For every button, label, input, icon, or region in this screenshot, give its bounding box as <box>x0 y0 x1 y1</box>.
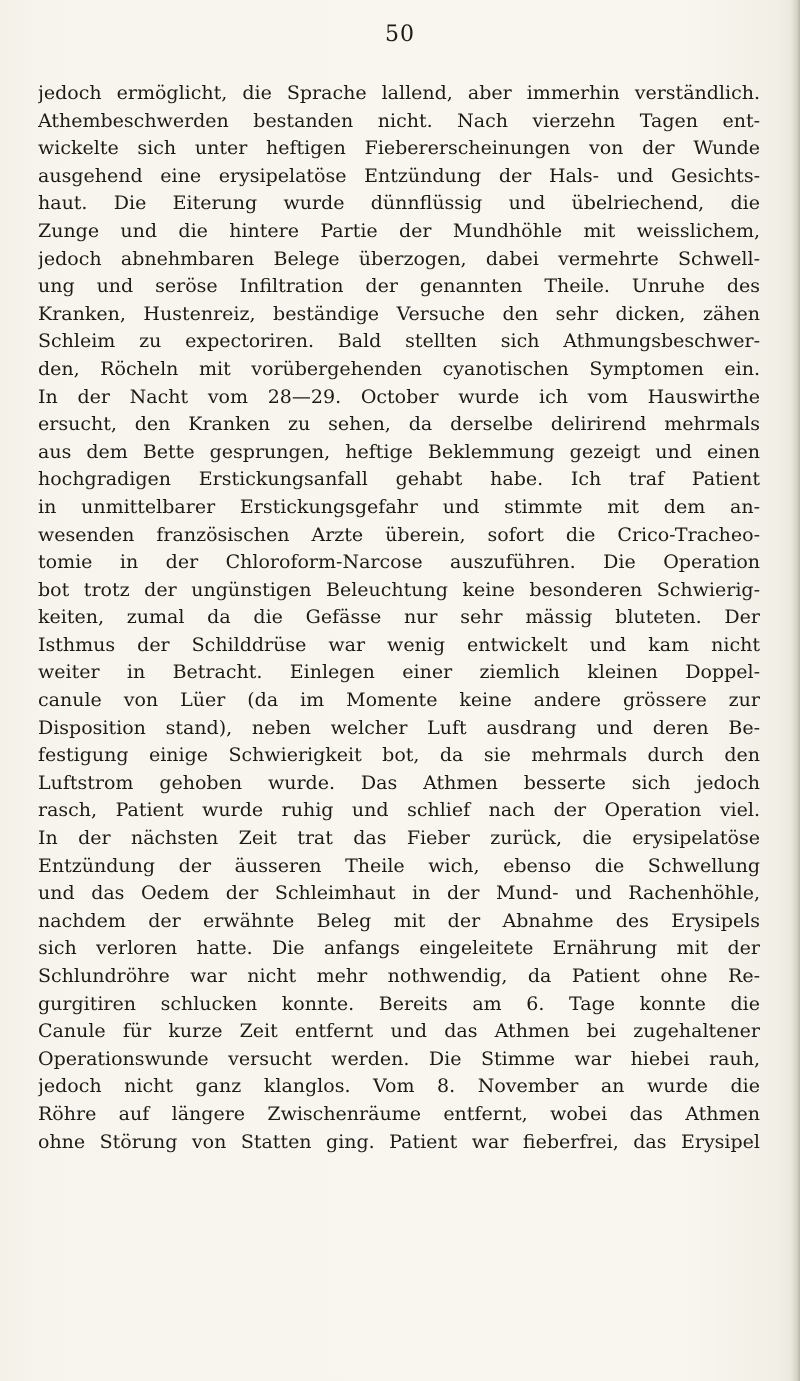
page-edge-shadow <box>790 0 800 1381</box>
text-line: Kranken, Hustenreiz, beständige Versuche den sehr dicken, zähen <box>38 302 760 325</box>
text-line: Luftstrom gehoben wurde. Das Athmen besserte sich jedoch <box>38 771 760 794</box>
text-line: haut. Die Eiterung wurde dünnflüssig und übelriechend, die <box>38 192 760 215</box>
text-line: bot trotz der ungünstigen Beleuchtung keine besonderen Schwierig- <box>38 578 760 601</box>
text-line: jedoch ermöglicht, die Sprache lallend, aber immerhin verständlich. <box>38 82 760 104</box>
text-line: Disposition stand), neben welcher Luft ausdrang und deren Be- <box>38 716 760 739</box>
text-line: jedoch abnehmbaren Belege überzogen, dabei vermehrte Schwell- <box>38 247 760 270</box>
text-line: wesenden französischen Arzte überein, sofort die Crico-Tracheo- <box>38 523 760 546</box>
text-line: keiten, zumal da die Gefässe nur sehr mässig bluteten. Der <box>38 606 760 629</box>
text-line: weiter in Betracht. Einlegen einer ziemlich kleinen Doppel- <box>38 661 760 684</box>
text-line: den, Röcheln mit vorübergehenden cyanotischen Symptomen ein. <box>38 357 760 380</box>
text-line: jedoch nicht ganz klanglos. Vom 8. November an wurde die <box>38 1075 760 1098</box>
text-line: sich verloren hatte. Die anfangs eingeleitete Ernährung mit der <box>38 937 760 960</box>
text-line: ausgehend eine erysipelatöse Entzündung der Hals- und Gesichts- <box>38 164 760 187</box>
text-line: Athembeschwerden bestanden nicht. Nach vierzehn Tagen ent- <box>38 109 760 132</box>
text-line: Röhre auf längere Zwischenräume entfernt, wobei das Athmen <box>38 1102 760 1125</box>
text-line: nachdem der erwähnte Beleg mit der Abnahme des Erysipels <box>38 909 760 932</box>
page-number: 50 <box>385 22 415 47</box>
text-line: hochgradigen Erstickungsanfall gehabt habe. Ich traf Patient <box>38 468 760 491</box>
text-line: Schlundröhre war nicht mehr nothwendig, da Patient ohne Re- <box>38 965 760 987</box>
text-line: gurgitiren schlucken konnte. Bereits am 6. Tage konnte die <box>38 992 760 1015</box>
text-line: ohne Störung von Statten ging. Patient war fieberfrei, das Erysipel <box>38 1130 760 1153</box>
text-line: Isthmus der Schilddrüse war wenig entwickelt und kam nicht <box>38 633 760 656</box>
text-line: aus dem Bette gesprungen, heftige Beklemmung gezeigt und einen <box>38 440 760 463</box>
body-text <box>38 80 760 1156</box>
text-line: rasch, Patient wurde ruhig und schlief nach der Operation viel. <box>38 799 760 822</box>
text-line: In der nächsten Zeit trat das Fieber zurück, die erysipelatöse <box>38 827 760 850</box>
text-line: Zunge und die hintere Partie der Mundhöhle mit weisslichem, <box>38 219 760 242</box>
text-line: wickelte sich unter heftigen Fiebererscheinungen von der Wunde <box>38 137 760 160</box>
text-line: Schleim zu expectoriren. Bald stellten sich Athmungsbeschwer- <box>38 330 760 353</box>
text-line: festigung einige Schwierigkeit bot, da sie mehrmals durch den <box>38 744 760 767</box>
text-line: Operationswunde versucht werden. Die Stimme war hiebei rauh, <box>38 1047 760 1070</box>
text-line: canule von Lüer (da im Momente keine andere grössere zur <box>38 689 760 712</box>
text-line: ung und seröse Infiltration der genannten Theile. Unruhe des <box>38 275 760 298</box>
text-line: ersucht, den Kranken zu sehen, da derselbe delirirend mehrmals <box>38 413 760 436</box>
text-line: In der Nacht vom 28—29. October wurde ich vom Hauswirthe <box>38 385 760 408</box>
text-line: tomie in der Chloroform-Narcose auszuführen. Die Operation <box>38 551 760 574</box>
text-line: Entzündung der äusseren Theile wich, ebenso die Schwellung <box>38 854 760 877</box>
text-line: und das Oedem der Schleimhaut in der Mund- und Rachenhöhle, <box>38 882 760 905</box>
text-line: Canule für kurze Zeit entfernt und das Athmen bei zugehaltener <box>38 1020 760 1043</box>
text-line: in unmittelbarer Erstickungsgefahr und stimmte mit dem an- <box>38 495 760 518</box>
